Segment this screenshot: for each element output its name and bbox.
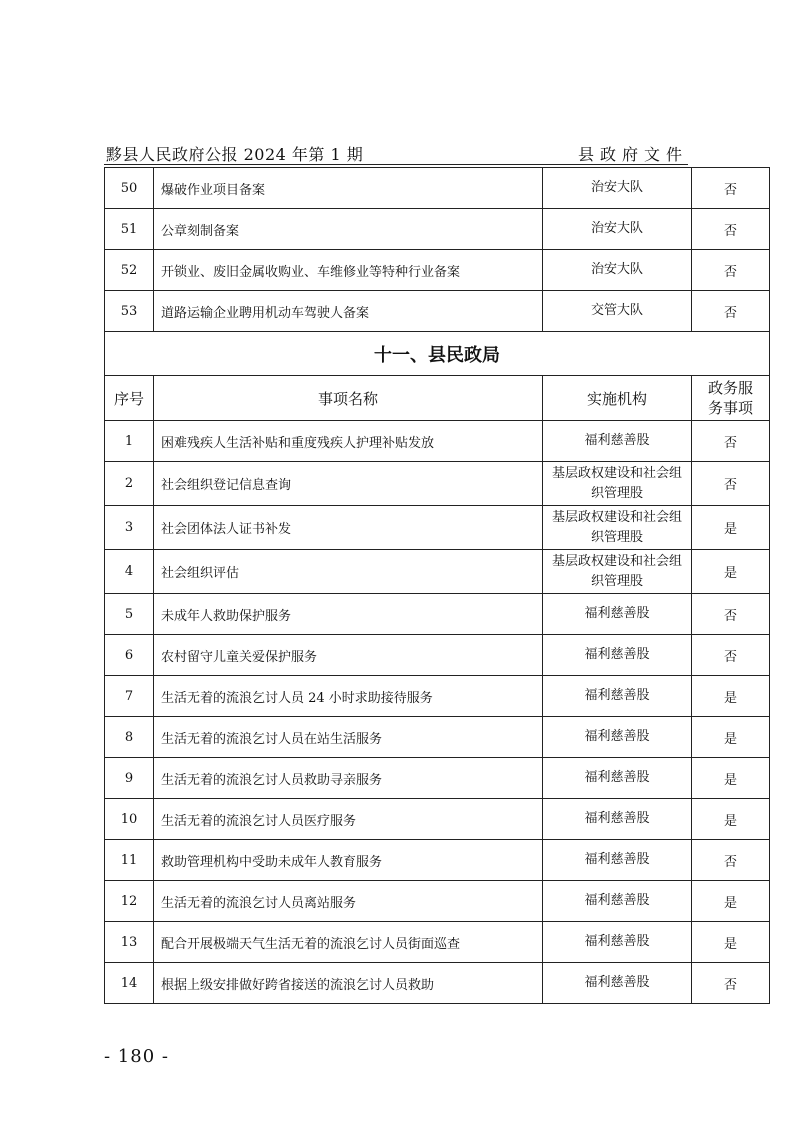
implementing-agency xyxy=(543,717,692,758)
items-table xyxy=(104,167,770,1004)
item-name: 救助管理机构中受助未成年人教育服务 xyxy=(154,840,543,881)
row-number: 51 xyxy=(105,209,154,250)
item-name: 生活无着的流浪乞讨人员医疗服务 xyxy=(154,799,543,840)
implementing-agency xyxy=(543,963,692,1004)
header-section-label: 县政府文件 xyxy=(577,145,688,164)
agency-line1: 福利慈善股 xyxy=(584,893,650,908)
table-row xyxy=(105,291,770,332)
item-name: 社会组织登记信息查询 xyxy=(154,462,543,506)
running-header xyxy=(104,140,688,165)
agency-line1: 基层政权建设和社会组 xyxy=(551,509,682,525)
column-header-service-line2: 务事项 xyxy=(707,399,753,417)
agency-line1: 福利慈善股 xyxy=(584,647,650,662)
agency-line2: 织管理股 xyxy=(590,529,643,545)
item-name: 道路运输企业聘用机动车驾驶人备案 xyxy=(154,291,543,332)
implementing-agency xyxy=(543,550,692,594)
table-row xyxy=(105,594,770,635)
table-row xyxy=(105,799,770,840)
row-number: 12 xyxy=(105,881,154,922)
page-number: - 180 - xyxy=(104,1046,169,1067)
table-row xyxy=(105,881,770,922)
item-name: 生活无着的流浪乞讨人员救助寻亲服务 xyxy=(154,758,543,799)
item-name: 社会组织评估 xyxy=(154,550,543,594)
row-number: 1 xyxy=(105,421,154,462)
implementing-agency xyxy=(543,799,692,840)
agency-line2: 织管理股 xyxy=(590,485,643,501)
row-number: 11 xyxy=(105,840,154,881)
row-number: 14 xyxy=(105,963,154,1004)
table-row xyxy=(105,840,770,881)
item-name: 开锁业、废旧金属收购业、车维修业等特种行业备案 xyxy=(154,250,543,291)
item-name: 社会团体法人证书补发 xyxy=(154,506,543,550)
column-header-agency: 实施机构 xyxy=(543,376,692,421)
agency-line1: 基层政权建设和社会组 xyxy=(551,465,682,481)
table-row xyxy=(105,250,770,291)
item-name: 配合开展极端天气生活无着的流浪乞讨人员街面巡查 xyxy=(154,922,543,963)
implementing-agency xyxy=(543,462,692,506)
agency-line1: 福利慈善股 xyxy=(584,433,650,448)
service-flag: 否 xyxy=(692,963,770,1004)
service-flag: 否 xyxy=(692,635,770,676)
agency-line1: 福利慈善股 xyxy=(584,934,650,949)
row-number: 4 xyxy=(105,550,154,594)
table-row xyxy=(105,758,770,799)
agency-line1: 福利慈善股 xyxy=(584,729,650,744)
table-row xyxy=(105,963,770,1004)
row-number: 6 xyxy=(105,635,154,676)
section-title-row xyxy=(105,332,770,376)
row-number: 13 xyxy=(105,922,154,963)
table-row xyxy=(105,168,770,209)
row-number: 50 xyxy=(105,168,154,209)
table-row xyxy=(105,209,770,250)
item-name: 公章刻制备案 xyxy=(154,209,543,250)
item-name: 农村留守儿童关爱保护服务 xyxy=(154,635,543,676)
table-row xyxy=(105,922,770,963)
implementing-agency xyxy=(543,421,692,462)
agency-line2: 织管理股 xyxy=(590,573,643,589)
column-header-service xyxy=(692,376,770,421)
service-flag: 否 xyxy=(692,594,770,635)
table-row xyxy=(105,676,770,717)
service-flag: 否 xyxy=(692,250,770,291)
table-row xyxy=(105,550,770,594)
service-flag: 是 xyxy=(692,881,770,922)
service-flag: 否 xyxy=(692,209,770,250)
row-number: 3 xyxy=(105,506,154,550)
agency-line1: 福利慈善股 xyxy=(584,975,650,990)
agency-line1: 基层政权建设和社会组 xyxy=(551,553,682,569)
table-row xyxy=(105,717,770,758)
implementing-agency: 治安大队 xyxy=(543,168,692,209)
agency-line1: 福利慈善股 xyxy=(584,770,650,785)
row-number: 7 xyxy=(105,676,154,717)
column-header-row xyxy=(105,376,770,421)
service-flag: 是 xyxy=(692,506,770,550)
item-name: 生活无着的流浪乞讨人员在站生活服务 xyxy=(154,717,543,758)
implementing-agency xyxy=(543,506,692,550)
implementing-agency xyxy=(543,881,692,922)
service-flag: 否 xyxy=(692,168,770,209)
row-number: 9 xyxy=(105,758,154,799)
item-name: 未成年人救助保护服务 xyxy=(154,594,543,635)
column-header-number: 序号 xyxy=(105,376,154,421)
row-number: 8 xyxy=(105,717,154,758)
row-number: 5 xyxy=(105,594,154,635)
column-header-service-line1: 政务服 xyxy=(707,379,753,397)
item-name: 根据上级安排做好跨省接送的流浪乞讨人员救助 xyxy=(154,963,543,1004)
implementing-agency xyxy=(543,594,692,635)
implementing-agency xyxy=(543,922,692,963)
item-name: 生活无着的流浪乞讨人员 24 小时求助接待服务 xyxy=(154,676,543,717)
agency-line1: 福利慈善股 xyxy=(584,811,650,826)
implementing-agency: 治安大队 xyxy=(543,209,692,250)
service-flag: 是 xyxy=(692,676,770,717)
implementing-agency xyxy=(543,840,692,881)
row-number: 52 xyxy=(105,250,154,291)
implementing-agency: 治安大队 xyxy=(543,250,692,291)
service-flag: 是 xyxy=(692,922,770,963)
table-row xyxy=(105,421,770,462)
service-flag: 是 xyxy=(692,717,770,758)
implementing-agency xyxy=(543,676,692,717)
item-name: 生活无着的流浪乞讨人员离站服务 xyxy=(154,881,543,922)
service-flag: 否 xyxy=(692,840,770,881)
service-flag: 是 xyxy=(692,550,770,594)
item-name: 困难残疾人生活补贴和重度残疾人护理补贴发放 xyxy=(154,421,543,462)
table-row xyxy=(105,462,770,506)
table-row xyxy=(105,635,770,676)
section-title: 十一、县民政局 xyxy=(105,332,770,376)
agency-line1: 福利慈善股 xyxy=(584,606,650,621)
implementing-agency xyxy=(543,635,692,676)
agency-line1: 福利慈善股 xyxy=(584,852,650,867)
service-flag: 是 xyxy=(692,799,770,840)
header-publication-title: 黟县人民政府公报 2024 年第 1 期 xyxy=(106,145,364,164)
implementing-agency: 交管大队 xyxy=(543,291,692,332)
row-number: 53 xyxy=(105,291,154,332)
service-flag: 是 xyxy=(692,758,770,799)
row-number: 10 xyxy=(105,799,154,840)
column-header-name: 事项名称 xyxy=(154,376,543,421)
implementing-agency xyxy=(543,758,692,799)
service-flag: 否 xyxy=(692,291,770,332)
table-row xyxy=(105,506,770,550)
service-flag: 否 xyxy=(692,462,770,506)
row-number: 2 xyxy=(105,462,154,506)
agency-line1: 福利慈善股 xyxy=(584,688,650,703)
service-flag: 否 xyxy=(692,421,770,462)
item-name: 爆破作业项目备案 xyxy=(154,168,543,209)
